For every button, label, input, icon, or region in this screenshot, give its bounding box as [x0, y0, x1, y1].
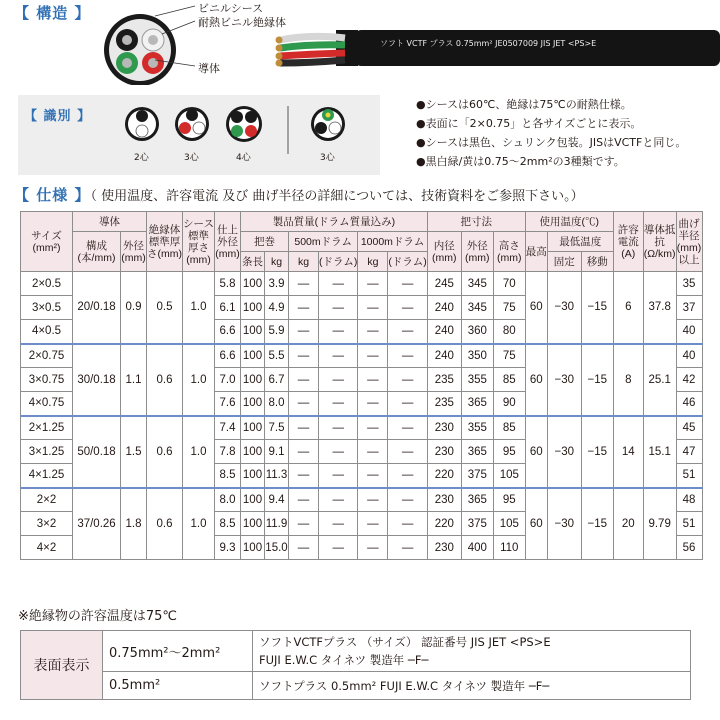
cell-finish: 6.1	[215, 296, 241, 320]
cell-outer: 375	[461, 512, 493, 536]
th-drum: (ドラム)	[388, 252, 427, 272]
cell-kg: 9.1	[265, 440, 289, 464]
th-outer-dia: 外径(mm)	[121, 232, 147, 272]
core-2-label: 2心	[134, 153, 149, 163]
cell-moving-temp: −15	[581, 344, 613, 416]
th-kg: kg	[358, 252, 388, 272]
table-row	[21, 272, 703, 296]
cell-height: 105	[493, 464, 525, 488]
cell-dash: —	[289, 488, 319, 512]
th-finish: 仕上外径(mm)	[215, 212, 241, 272]
cell-fixed-temp: −30	[547, 416, 581, 488]
cell-finish: 9.3	[215, 536, 241, 560]
cell-dash: —	[388, 416, 427, 440]
cell-finish: 8.5	[215, 512, 241, 536]
cell-inner: 245	[427, 272, 461, 296]
cell-finish: 7.4	[215, 416, 241, 440]
surface-marking-table	[20, 630, 691, 700]
cell-dash: —	[289, 272, 319, 296]
surface-text-1b: FUJI E.W.C タイネツ 製造年 ─F─	[259, 653, 429, 667]
cell-bend: 37	[676, 296, 702, 320]
cell-resistance: 15.1	[643, 416, 676, 488]
cell-len: 100	[241, 512, 265, 536]
cell-kg: 7.5	[265, 416, 289, 440]
cell-dash: —	[319, 464, 358, 488]
cell-size: 4×0.5	[21, 320, 73, 344]
cell-size: 2×0.5	[21, 272, 73, 296]
cell-height: 95	[493, 440, 525, 464]
cell-height: 110	[493, 536, 525, 560]
cell-outer-dia: 0.9	[121, 272, 147, 344]
cell-len: 100	[241, 392, 265, 416]
cell-dash: —	[388, 392, 427, 416]
surface-label: 表面表示	[21, 631, 103, 700]
cell-len: 100	[241, 464, 265, 488]
cell-size: 4×2	[21, 536, 73, 560]
cell-size: 3×0.75	[21, 368, 73, 392]
cell-dash: —	[319, 440, 358, 464]
core-3-label: 3心	[184, 153, 199, 163]
th-bend: 曲げ半径(mm)以上	[676, 212, 702, 272]
cell-kg: 4.9	[265, 296, 289, 320]
cell-len: 100	[241, 368, 265, 392]
th-insulation: 絶縁体標準厚さ(mm)	[147, 212, 183, 272]
cell-outer: 350	[461, 344, 493, 368]
core-3-diagram	[175, 107, 209, 141]
note-item: ●黒白緑/黄は0.75～2mm²の3種類です。	[416, 155, 625, 168]
cell-size: 2×2	[21, 488, 73, 512]
th-drum: (ドラム)	[319, 252, 358, 272]
cell-finish: 5.8	[215, 272, 241, 296]
cell-height: 85	[493, 416, 525, 440]
cell-moving-temp: −15	[581, 416, 613, 488]
cell-len: 100	[241, 344, 265, 368]
cell-dash: —	[388, 440, 427, 464]
cell-size: 3×2	[21, 512, 73, 536]
cell-resistance: 9.79	[643, 488, 676, 560]
cell-dash: —	[319, 392, 358, 416]
cell-dash: —	[319, 320, 358, 344]
cell-outer: 400	[461, 536, 493, 560]
cell-dash: —	[319, 272, 358, 296]
cell-dash: —	[289, 344, 319, 368]
cell-current: 20	[613, 488, 643, 560]
th-mass: 製品質量(ドラム質量込み)	[241, 212, 428, 232]
th-kg: kg	[289, 252, 319, 272]
cell-outer: 345	[461, 296, 493, 320]
cell-dash: —	[289, 464, 319, 488]
cell-dash: —	[319, 536, 358, 560]
cell-kg: 5.5	[265, 344, 289, 368]
cell-size: 2×1.25	[21, 416, 73, 440]
cell-dash: —	[289, 416, 319, 440]
cell-len: 100	[241, 272, 265, 296]
core-4-diagram	[226, 106, 262, 142]
th-kg: kg	[265, 252, 289, 272]
structure-heading: 【 構造 】	[14, 4, 91, 22]
cell-bend: 45	[676, 416, 702, 440]
cell-resistance: 25.1	[643, 344, 676, 416]
cell-inner: 220	[427, 464, 461, 488]
th-drum1000: 1000mドラム	[358, 232, 427, 252]
th-sheath: シース標準厚さ(mm)	[183, 212, 215, 272]
cell-outer-dia: 1.8	[121, 488, 147, 560]
cell-outer: 375	[461, 464, 493, 488]
cell-composition: 37/0.26	[73, 488, 121, 560]
th-current: 許容電流(A)	[613, 212, 643, 272]
cell-len: 100	[241, 296, 265, 320]
cell-dash: —	[289, 512, 319, 536]
cell-sheath: 1.0	[183, 416, 215, 488]
cell-dash: —	[289, 320, 319, 344]
cell-dash: —	[358, 440, 388, 464]
cell-height: 80	[493, 320, 525, 344]
cell-finish: 7.8	[215, 440, 241, 464]
structure-title: 構造	[36, 4, 69, 22]
identify-title: 識別	[43, 109, 72, 124]
cell-bend: 46	[676, 392, 702, 416]
cell-outer: 365	[461, 440, 493, 464]
cell-len: 100	[241, 440, 265, 464]
surface-size-2: 0.5mm²	[103, 672, 253, 700]
cell-dash: —	[358, 320, 388, 344]
table-row	[21, 344, 703, 368]
cell-bend: 42	[676, 368, 702, 392]
cell-dash: —	[289, 368, 319, 392]
th-outer: 外径(mm)	[461, 232, 493, 272]
cell-inner: 230	[427, 488, 461, 512]
cell-resistance: 37.8	[643, 272, 676, 344]
cell-dash: —	[388, 320, 427, 344]
cell-kg: 5.9	[265, 320, 289, 344]
cell-insulation: 0.6	[147, 344, 183, 416]
cell-finish: 7.6	[215, 392, 241, 416]
cell-kg: 11.9	[265, 512, 289, 536]
cell-kg: 3.9	[265, 272, 289, 296]
th-fixed: 固定	[547, 252, 581, 272]
table-row	[21, 488, 703, 512]
cell-dash: —	[388, 464, 427, 488]
spec-heading: 【 仕様 】（ 使用温度、許容電流 及び 曲げ半径の詳細については、技術資料をご参照下さい。）	[14, 186, 584, 204]
cell-dash: —	[358, 368, 388, 392]
cell-sheath: 1.0	[183, 272, 215, 344]
cell-kg: 9.4	[265, 488, 289, 512]
cell-dash: —	[388, 296, 427, 320]
cable-print-text: ソフト VCTF プラス 0.75mm² JE0507009 JIS JET <PS>E	[380, 39, 597, 48]
cell-bend: 56	[676, 536, 702, 560]
cell-dash: —	[358, 512, 388, 536]
cell-dash: —	[289, 392, 319, 416]
cell-dash: —	[289, 536, 319, 560]
label-conductor: 導体	[198, 62, 220, 75]
cell-dash: —	[388, 272, 427, 296]
cell-size: 2×0.75	[21, 344, 73, 368]
cell-size: 4×0.75	[21, 392, 73, 416]
cell-kg: 11.3	[265, 464, 289, 488]
note-item: ●表面に「2×0.75」と各サイズごとに表示。	[416, 117, 642, 130]
th-inner: 内径(mm)	[427, 232, 461, 272]
cell-dash: —	[388, 536, 427, 560]
cell-height: 105	[493, 512, 525, 536]
th-max: 最高	[525, 232, 547, 272]
cell-moving-temp: −15	[581, 488, 613, 560]
identify-heading: 【 識別 】	[24, 109, 92, 124]
cell-dash: —	[388, 488, 427, 512]
cell-dash: —	[358, 344, 388, 368]
cell-dash: —	[388, 512, 427, 536]
cell-dash: —	[358, 392, 388, 416]
cell-bend: 48	[676, 488, 702, 512]
cell-height: 95	[493, 488, 525, 512]
cell-finish: 8.0	[215, 488, 241, 512]
cell-height: 70	[493, 272, 525, 296]
table-row	[21, 416, 703, 440]
cell-dash: —	[319, 488, 358, 512]
note-item: ●シースは黒色、シュリンク包装。JISはVCTFと同じ。	[416, 136, 687, 149]
cell-dash: —	[289, 296, 319, 320]
cell-dash: —	[358, 296, 388, 320]
cell-dash: —	[358, 488, 388, 512]
label-insulation: 耐熱ビニル絶縁体	[198, 16, 286, 29]
cell-size: 3×1.25	[21, 440, 73, 464]
core-3-green-yellow-diagram	[311, 107, 345, 141]
cell-inner: 230	[427, 440, 461, 464]
cell-height: 75	[493, 296, 525, 320]
cell-size: 4×1.25	[21, 464, 73, 488]
cell-len: 100	[241, 536, 265, 560]
cell-size: 3×0.5	[21, 296, 73, 320]
th-moving: 移動	[581, 252, 613, 272]
spec-table	[20, 211, 703, 560]
cell-dash: —	[358, 464, 388, 488]
cell-outer: 360	[461, 320, 493, 344]
cell-bend: 47	[676, 440, 702, 464]
cell-dash: —	[388, 368, 427, 392]
th-height: 高さ(mm)	[493, 232, 525, 272]
cell-dash: —	[358, 272, 388, 296]
th-min: 最低温度	[547, 232, 613, 252]
cell-inner: 240	[427, 296, 461, 320]
cell-outer: 365	[461, 392, 493, 416]
th-resist: 導体抵抗(Ω/km)	[643, 212, 676, 272]
cell-finish: 8.5	[215, 464, 241, 488]
cell-len: 100	[241, 416, 265, 440]
cell-current: 14	[613, 416, 643, 488]
cell-bend: 51	[676, 512, 702, 536]
th-composition: 構成(本/mm)	[73, 232, 121, 272]
core-3-gy-label: 3心	[320, 153, 335, 163]
cell-sheath: 1.0	[183, 344, 215, 416]
th-drum500: 500mドラム	[289, 232, 358, 252]
note-item: ●シースは60℃、絶縁は75℃の耐熱仕様。	[416, 98, 632, 111]
cell-dash: —	[319, 368, 358, 392]
cell-inner: 240	[427, 344, 461, 368]
cell-bend: 40	[676, 320, 702, 344]
cell-dash: —	[319, 416, 358, 440]
cell-height: 75	[493, 344, 525, 368]
cell-max-temp: 60	[525, 272, 547, 344]
cell-dash: —	[319, 296, 358, 320]
cell-max-temp: 60	[525, 488, 547, 560]
cell-dash: —	[289, 440, 319, 464]
cell-kg: 6.7	[265, 368, 289, 392]
cell-dash: —	[388, 344, 427, 368]
cell-outer: 355	[461, 368, 493, 392]
cell-height: 90	[493, 392, 525, 416]
cell-kg: 15.0	[265, 536, 289, 560]
cell-dash: —	[358, 536, 388, 560]
cell-len: 100	[241, 320, 265, 344]
cell-outer: 365	[461, 488, 493, 512]
cell-insulation: 0.6	[147, 416, 183, 488]
cell-inner: 220	[427, 512, 461, 536]
cell-current: 8	[613, 344, 643, 416]
cell-inner: 230	[427, 416, 461, 440]
cell-inner: 235	[427, 392, 461, 416]
cell-len: 100	[241, 488, 265, 512]
cell-fixed-temp: −30	[547, 488, 581, 560]
cell-finish: 7.0	[215, 368, 241, 392]
th-temp: 使用温度(℃)	[525, 212, 613, 232]
spec-title: 仕様	[36, 186, 69, 204]
cell-outer: 355	[461, 416, 493, 440]
th-conductor: 導体	[73, 212, 147, 232]
cell-bend: 40	[676, 344, 702, 368]
cell-inner: 230	[427, 536, 461, 560]
cell-finish: 6.6	[215, 344, 241, 368]
cell-insulation: 0.6	[147, 488, 183, 560]
cell-finish: 6.6	[215, 320, 241, 344]
surface-text-1	[253, 631, 691, 672]
cell-composition: 50/0.18	[73, 416, 121, 488]
th-dims: 把寸法	[427, 212, 525, 232]
cell-sheath: 1.0	[183, 488, 215, 560]
feature-notes	[416, 95, 716, 171]
cell-bend: 35	[676, 272, 702, 296]
cell-outer-dia: 1.1	[121, 344, 147, 416]
core-2-diagram	[125, 107, 159, 141]
cell-dash: —	[319, 512, 358, 536]
cell-height: 85	[493, 368, 525, 392]
cell-composition: 20/0.18	[73, 272, 121, 344]
cell-inner: 235	[427, 368, 461, 392]
cell-max-temp: 60	[525, 416, 547, 488]
cell-current: 6	[613, 272, 643, 344]
cell-dash: —	[358, 416, 388, 440]
cell-moving-temp: −15	[581, 272, 613, 344]
spec-subtitle: （ 使用温度、許容電流 及び 曲げ半径の詳細については、技術資料をご参照下さい。）	[90, 189, 584, 204]
cell-outer: 345	[461, 272, 493, 296]
cell-fixed-temp: −30	[547, 272, 581, 344]
cell-fixed-temp: −30	[547, 344, 581, 416]
cell-kg: 8.0	[265, 392, 289, 416]
cell-insulation: 0.5	[147, 272, 183, 344]
footnote: ※絶縁物の許容温度は75℃	[18, 609, 178, 624]
th-len: 条長	[241, 252, 265, 272]
label-sheath: ビニルシース	[198, 2, 264, 15]
cell-bend: 51	[676, 464, 702, 488]
cell-max-temp: 60	[525, 344, 547, 416]
cell-inner: 240	[427, 320, 461, 344]
cell-outer-dia: 1.5	[121, 416, 147, 488]
surface-text-2: ソフトプラス 0.5mm² FUJI E.W.C タイネツ 製造年 ─F─	[253, 672, 691, 700]
core-4-label: 4心	[236, 153, 251, 163]
cell-composition: 30/0.18	[73, 344, 121, 416]
th-coil: 把巻	[241, 232, 289, 252]
surface-size-1: 0.75mm²～2mm²	[103, 631, 253, 672]
cell-dash: —	[319, 344, 358, 368]
th-size: サイズ(mm²)	[21, 212, 73, 272]
surface-text-1a: ソフトVCTFプラス （サイズ） 認証番号 JIS JET <PS>E	[259, 635, 551, 649]
